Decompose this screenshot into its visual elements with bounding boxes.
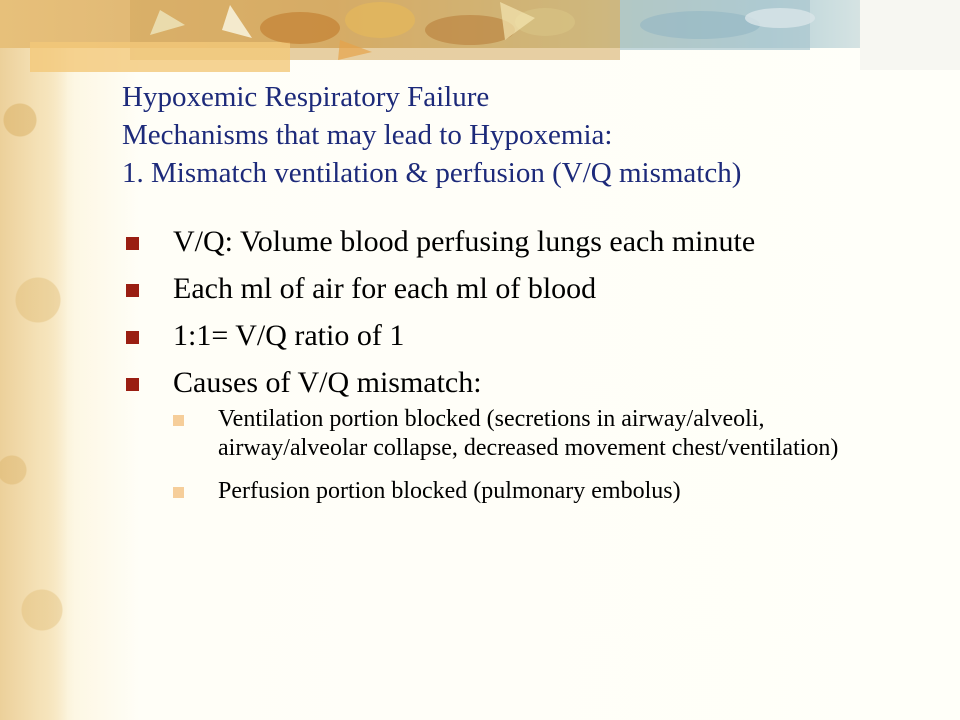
bullet-list <box>126 224 926 520</box>
sub-bullet-list <box>173 405 926 506</box>
bullet-text: Causes of V/Q mismatch: <box>173 366 482 399</box>
title-line: Mechanisms that may lead to Hypoxemia: <box>122 119 613 151</box>
decorative-left-strip <box>0 0 68 720</box>
sub-bullet-text: Ventilation portion blocked (secretions in airway/alveoli, airway/alveolar collapse, decreased movement chest/ventilation) <box>218 406 839 461</box>
square-sub-bullet-icon <box>173 487 184 498</box>
square-bullet-icon <box>126 331 139 344</box>
bullet-item <box>126 365 926 506</box>
sub-bullet-item <box>173 405 898 463</box>
slide-title <box>122 78 942 192</box>
bullet-text: 1:1= V/Q ratio of 1 <box>173 319 405 352</box>
bullet-item <box>126 271 926 307</box>
bullet-text: V/Q: Volume blood perfusing lungs each minute <box>173 225 756 258</box>
title-line: Hypoxemic Respiratory Failure <box>122 81 490 113</box>
title-line: 1. Mismatch ventilation & perfusion (V/Q mismatch) <box>122 157 742 189</box>
square-bullet-icon <box>126 378 139 391</box>
bullet-item <box>126 318 926 354</box>
sub-bullet-text: Perfusion portion blocked (pulmonary embolus) <box>218 478 681 504</box>
sub-bullet-item <box>173 477 898 506</box>
leaf-banner-image <box>0 0 960 90</box>
square-bullet-icon <box>126 237 139 250</box>
square-bullet-icon <box>126 284 139 297</box>
bullet-text: Each ml of air for each ml of blood <box>173 272 597 305</box>
bullet-item <box>126 224 926 260</box>
square-sub-bullet-icon <box>173 415 184 426</box>
